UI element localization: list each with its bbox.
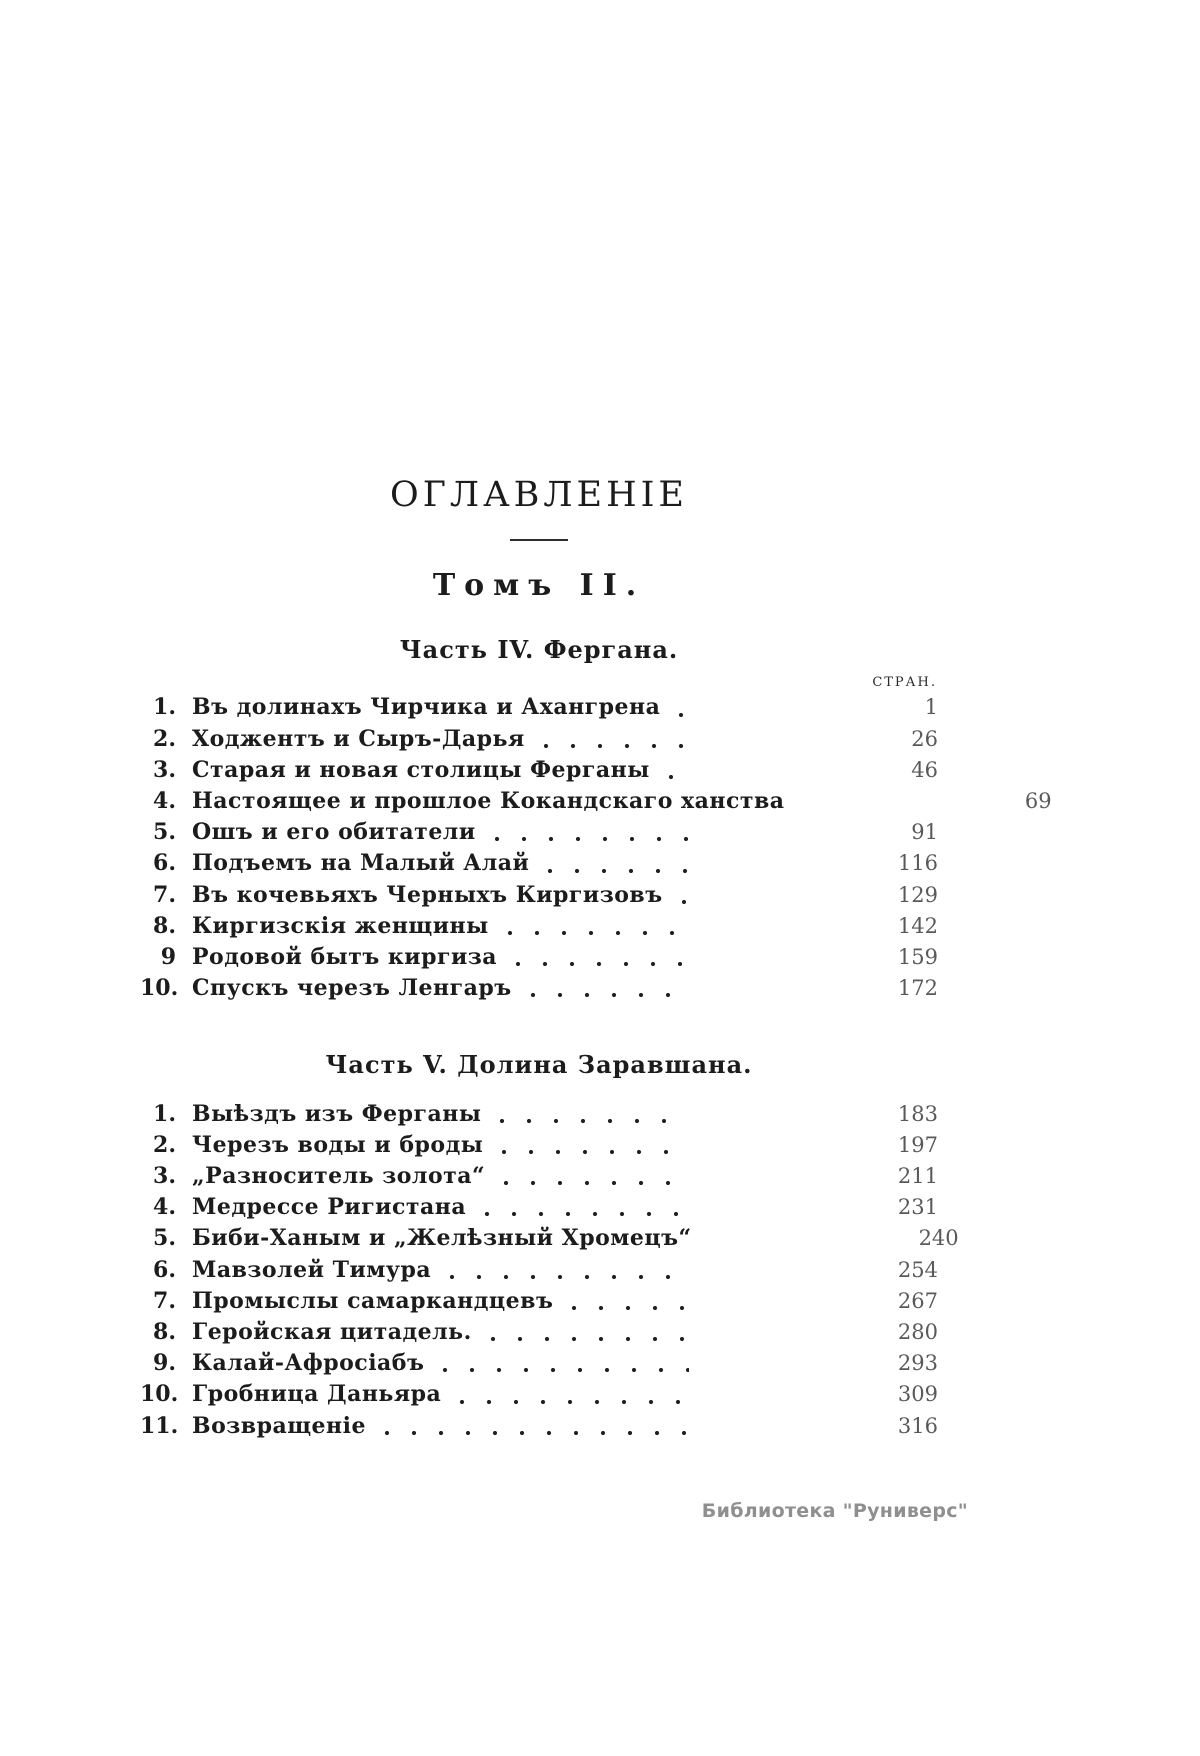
toc-item-number: 2. [153,1131,176,1158]
toc-row [140,819,938,850]
toc-item-number: 4. [153,787,176,814]
toc-row [140,882,938,913]
toc-row [140,1381,938,1412]
toc-item-title: Ходжентъ и Сыръ-Дарья [192,725,525,752]
toc-item-title: Подъемъ на Малый Алай [192,850,530,877]
toc-item-page: 316 [897,1413,938,1438]
ornamental-divider [510,539,568,541]
toc-item-number: 5. [153,1225,176,1252]
table-of-contents [140,475,1052,1444]
toc-row [140,1257,938,1288]
toc-section [140,635,1052,1006]
toc-item-title: Въ долинахъ Чирчика и Ахангрена [192,694,661,721]
toc-item-title: Ошъ и его обитатели [192,819,476,846]
part-heading: Часть V. Долина Заравшана. [325,1050,753,1080]
toc-row [140,913,938,944]
toc-item-number: 9. [153,1350,176,1377]
toc-item-title: Гробница Даньяра [192,1381,442,1408]
toc-item-number: 8. [153,1318,176,1345]
toc-item-title: Мавзолей Тимура [192,1256,432,1283]
toc-row [140,726,938,757]
toc-item-page: 231 [897,1195,938,1220]
toc-item-number: 7. [153,881,176,908]
toc-row [140,1194,938,1225]
leader-dots [501,1148,689,1156]
leader-dots [547,867,689,875]
toc-row [140,944,938,975]
leader-dots [678,711,689,719]
volume-title: Томъ II. [432,568,646,603]
toc-item-number: 10. [140,1381,179,1408]
toc-item-page: 254 [897,1257,938,1282]
toc-item-number: 3. [153,756,176,783]
toc-item-title: Старая и новая столицы Ферганы [192,756,650,783]
toc-item-number: 2. [153,725,176,752]
toc-row [140,1413,938,1444]
toc-row [140,1132,938,1163]
toc-item-title: Биби-Ханым и „Желѣзный Хромецъ“ [192,1225,692,1252]
toc-item-title: Выѣздъ изъ Ферганы [192,1100,482,1127]
leader-dots [507,929,689,937]
library-watermark: Библиотека "Руниверс" [701,1500,968,1522]
toc-row [140,1350,938,1381]
toc-item-title: Калай-Афросіабъ [192,1350,425,1377]
leader-dots [384,1429,689,1437]
toc-item-title: Геройская цитадель. [192,1318,472,1345]
leader-dots [499,1117,689,1125]
toc-item-title: Спускъ черезъ Ленгаръ [192,975,512,1002]
leader-dots [571,1304,689,1312]
toc-item-title: Въ кочевьяхъ Черныхъ Киргизовъ [192,881,663,908]
toc-item-title: Возвращеніе [192,1412,366,1439]
leader-dots [681,898,689,906]
toc-item-title: „Разноситель золота“ [192,1163,486,1190]
toc-item-page: 211 [897,1164,938,1189]
toc-item-number: 1. [153,1100,176,1127]
toc-item-title: Киргизскія женщины [192,912,489,939]
toc-item-number: 9 [160,943,176,970]
leader-dots [484,1210,689,1218]
toc-row [140,757,938,788]
page-column-header: СТРАН. [872,675,937,691]
toc-item-title: Родовой бытъ киргиза [192,943,498,970]
toc-row [140,1288,938,1319]
toc-item-page: 280 [897,1319,938,1344]
toc-item-number: 10. [140,975,179,1002]
toc-item-number: 8. [153,912,176,939]
toc-item-page: 172 [897,976,938,1001]
toc-item-page: 26 [911,726,938,751]
toc-item-page: 116 [897,851,938,876]
leader-dots [530,991,689,999]
part-heading: Часть IV. Фергана. [399,635,679,664]
toc-item-number: 1. [153,694,176,721]
toc-item-title: Черезъ воды и броды [192,1131,484,1158]
toc-row [140,1319,938,1350]
toc-item-number: 6. [153,1256,176,1283]
leader-dots [494,835,689,843]
toc-item-page: 46 [911,757,938,782]
toc-row [140,787,1052,819]
toc-list [140,1100,959,1444]
toc-row [140,850,938,881]
toc-item-page: 69 [1024,788,1052,813]
toc-item-number: 4. [153,1194,176,1221]
sections-container [140,635,1052,1444]
toc-item-page: 309 [897,1382,938,1407]
leader-dots [515,960,689,968]
page-title: ОГЛАВЛЕНІЕ [390,475,688,515]
toc-item-number: 5. [153,819,176,846]
toc-item-page: 142 [897,913,938,938]
leader-dots [668,773,689,781]
toc-row [140,975,938,1006]
toc-row [140,1225,959,1256]
toc-item-number: 7. [153,1287,176,1314]
toc-item-page: 129 [897,882,938,907]
toc-item-page: 293 [897,1351,938,1376]
toc-item-number: 11. [140,1412,179,1439]
toc-item-page: 91 [911,820,938,845]
toc-item-page: 159 [897,944,938,969]
toc-row [140,694,938,725]
toc-item-title: Промыслы самаркандцевъ [192,1287,554,1314]
toc-item-number: 3. [153,1163,176,1190]
leader-dots [490,1335,689,1343]
leader-dots [459,1398,689,1406]
toc-item-number: 6. [153,850,176,877]
leader-dots [543,742,689,750]
toc-item-page: 183 [897,1101,938,1126]
toc-row [140,1163,938,1194]
toc-section [140,1050,959,1443]
toc-item-page: 267 [897,1288,938,1313]
leader-dots [449,1273,689,1281]
leader-dots [442,1366,689,1374]
toc-item-page: 240 [918,1226,959,1251]
toc-list [140,694,1052,1006]
leader-dots [503,1179,689,1187]
toc-row [140,1101,938,1132]
toc-item-title: Настоящее и прошлое Кокандскаго ханства [192,787,785,814]
toc-item-page: 1 [924,695,938,720]
toc-item-title: Медрессе Ригистана [192,1194,467,1221]
toc-item-page: 197 [897,1132,938,1157]
